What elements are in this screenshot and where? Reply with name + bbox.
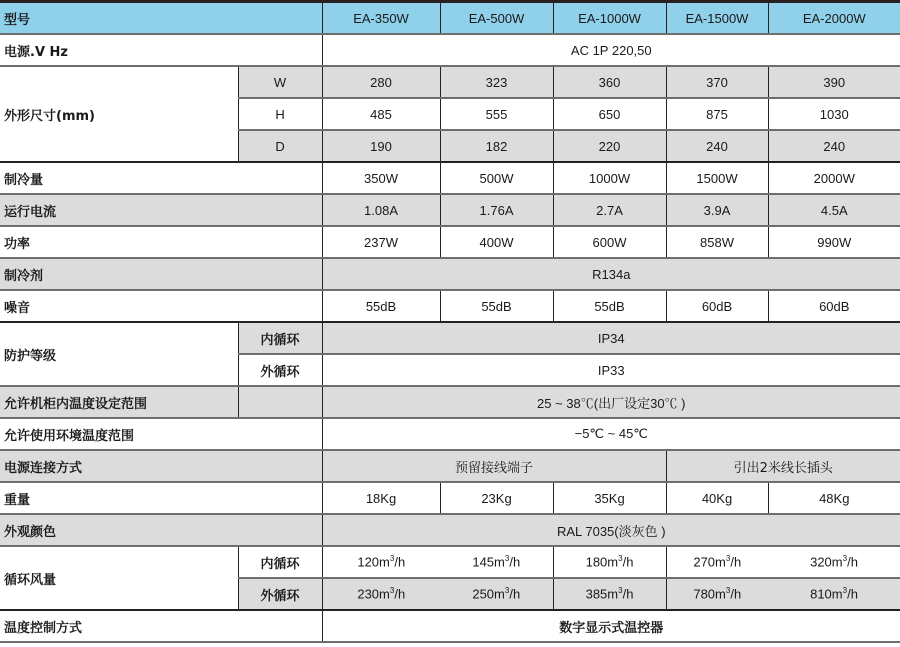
row-label: 功率 [0,226,322,258]
model-label: 型号 [0,3,322,34]
color-row [0,514,900,546]
cell-value: 35Kg [553,482,666,514]
cell-value: 数字显示式温控器 [322,610,900,642]
cell-value: $250m^3/h$ [440,578,553,610]
model-col: EA-500W [440,3,553,34]
cell-value: $145m^3/h$ [440,546,553,578]
cell-value: 650 [553,98,666,130]
row-label: 温度控制方式 [0,610,322,642]
cell-value: 40Kg [666,482,768,514]
model-col: EA-2000W [768,3,900,34]
cell-value: 1500W [666,162,768,194]
power-row [0,226,900,258]
cell-value: $810m^3/h$ [768,578,900,610]
cell-value: 引出2米线长插头 [666,450,900,482]
cell-value: 360 [553,66,666,98]
protection-inner-row [0,322,900,354]
cell-value: 55dB [322,290,440,322]
connection-row [0,450,900,482]
noise-row [0,290,900,322]
cell-value: 500W [440,162,553,194]
row-label: 运行电流 [0,194,322,226]
cell-value: 280 [322,66,440,98]
cell-value: 237W [322,226,440,258]
cell-value: IP33 [322,354,900,386]
cell-value: 990W [768,226,900,258]
row-label: 重量 [0,482,322,514]
sub-label: 外循环 [238,354,322,386]
row-label: 制冷量 [0,162,322,194]
row-label: 防护等级 [0,322,238,386]
cell-value: 485 [322,98,440,130]
cell-value: 600W [553,226,666,258]
sub-label: D [238,130,322,162]
cell-value: 2.7A [553,194,666,226]
row-label: 循环风量 [0,546,238,610]
row-label: 电源.V Hz [0,34,322,66]
cell-value: 220 [553,130,666,162]
cell-value: $385m^3/h$ [553,578,666,610]
cell-value: 1.76A [440,194,553,226]
sub-label: H [238,98,322,130]
cell-value: 323 [440,66,553,98]
cell-value: 182 [440,130,553,162]
airflow-inner-row [0,546,900,578]
dim-w-row [0,66,900,98]
row-label: 外形尺寸(mm) [0,66,238,162]
cell-value: 4.5A [768,194,900,226]
model-col: EA-1000W [553,3,666,34]
cell-value: 1000W [553,162,666,194]
cabinet-temp-row [0,386,900,418]
cell-value: $270m^3/h$ [666,546,768,578]
cell-value: 240 [768,130,900,162]
refrigerant-row [0,258,900,290]
power-supply-row [0,34,900,66]
sub-label: 内循环 [238,322,322,354]
cell-value: $780m^3/h$ [666,578,768,610]
cell-value: $230m^3/h$ [322,578,440,610]
cell-value: 2000W [768,162,900,194]
row-label: 外观颜色 [0,514,322,546]
cell-value: RAL 7035(淡灰色 ) [322,514,900,546]
cell-value: 370 [666,66,768,98]
cooling-capacity-row [0,162,900,194]
running-current-row [0,194,900,226]
ambient-temp-row [0,418,900,450]
cell-value: AC 1P 220,50 [322,34,900,66]
row-label: 电源连接方式 [0,450,322,482]
model-col: EA-1500W [666,3,768,34]
row-label: 噪音 [0,290,322,322]
cell-value: 55dB [553,290,666,322]
cell-value: 400W [440,226,553,258]
spec-table [0,3,900,643]
cell-value: 23Kg [440,482,553,514]
cell-value: 1030 [768,98,900,130]
row-label: 允许机柜内温度设定范围 [0,386,238,418]
empty-cell [238,386,322,418]
cell-value: 190 [322,130,440,162]
cell-value: 875 [666,98,768,130]
model-col: EA-350W [322,3,440,34]
temp-control-row [0,610,900,642]
cell-value: 60dB [768,290,900,322]
cell-value: $120m^3/h$ [322,546,440,578]
cell-value: 555 [440,98,553,130]
cell-value: 390 [768,66,900,98]
row-label: 允许使用环境温度范围 [0,418,322,450]
header-row [0,3,900,34]
cell-value: 1.08A [322,194,440,226]
cell-value: 预留接线端子 [322,450,666,482]
weight-row [0,482,900,514]
cell-value: −5℃ ~ 45℃ [322,418,900,450]
sub-label: W [238,66,322,98]
cell-value: 3.9A [666,194,768,226]
cell-value: IP34 [322,322,900,354]
sub-label: 内循环 [238,546,322,578]
cell-value: R134a [322,258,900,290]
cell-value: $320m^3/h$ [768,546,900,578]
row-label: 制冷剂 [0,258,322,290]
cell-value: 55dB [440,290,553,322]
cell-value: 25 ~ 38℃(出厂设定30℃ ) [322,386,900,418]
sub-label: 外循环 [238,578,322,610]
cell-value: 858W [666,226,768,258]
cell-value: 60dB [666,290,768,322]
cell-value: $180m^3/h$ [553,546,666,578]
cell-value: 350W [322,162,440,194]
cell-value: 18Kg [322,482,440,514]
cell-value: 240 [666,130,768,162]
cell-value: 48Kg [768,482,900,514]
